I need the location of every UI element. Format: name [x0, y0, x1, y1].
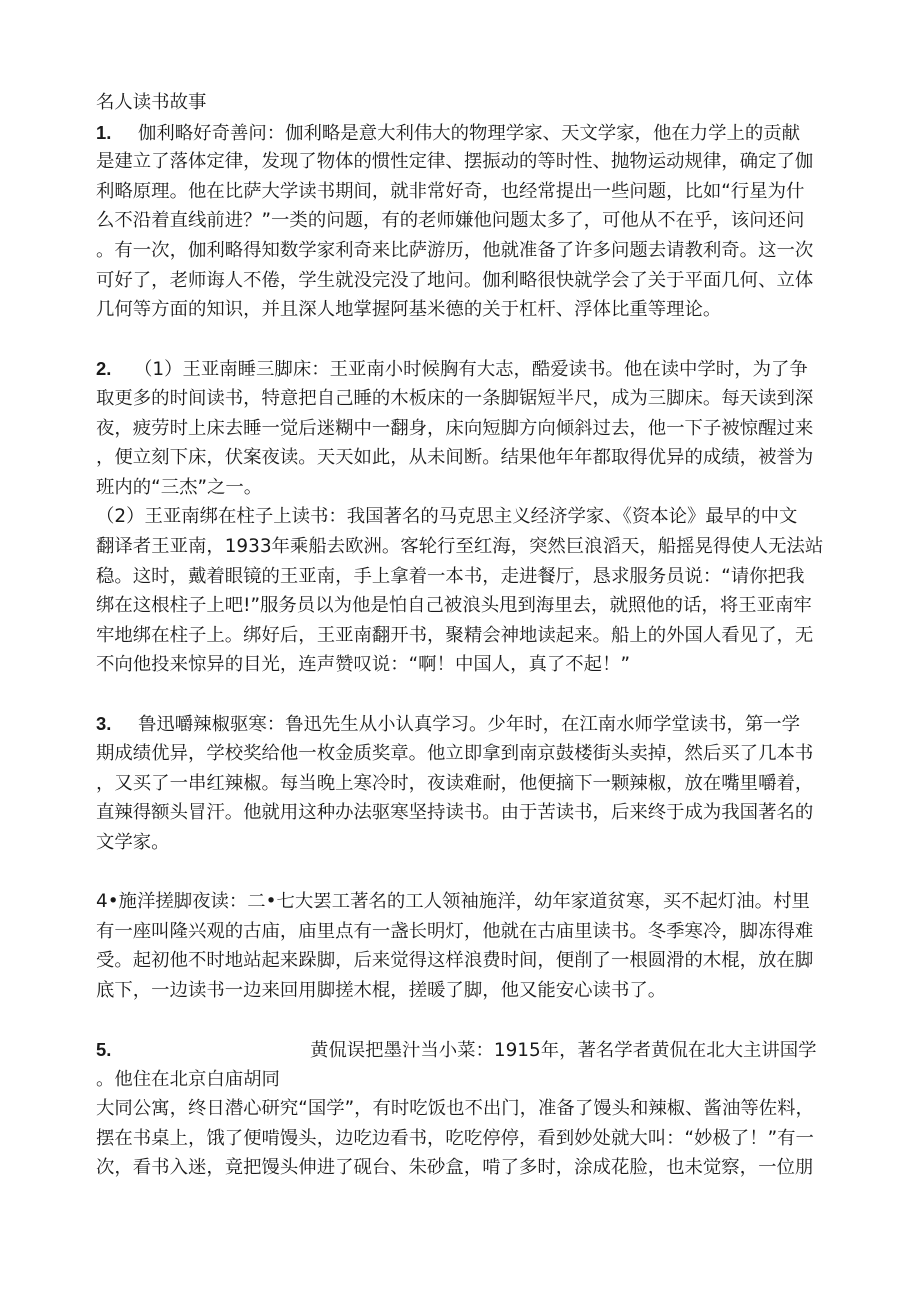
section-3-number: 3.	[96, 713, 112, 735]
paragraph-gap	[96, 1005, 844, 1035]
section-2-line-4: ，便立刻下床，伏案夜读。天天如此，从未间断。结果他年年都取得优异的成绩，被誉为	[96, 447, 814, 469]
section-2-text-1: （1）王亚南睡三脚床：王亚南小时候胸有大志，酷爱读书。他在读中学时，为了争	[134, 359, 808, 381]
section-5-number: 5.	[96, 1039, 112, 1060]
section-5-text-1: 黄侃误把墨汁当小菜：1915年，著名学者黄侃在北大主讲国学	[310, 1040, 817, 1061]
section-3-line-2: 期成绩优异，学校奖给他一枚金质奖章。他立即拿到南京鼓楼街头卖掉，然后买了几本书	[96, 743, 814, 765]
section-2-line-6: （2）王亚南绑在柱子上读书：我国著名的马克思主义经济学家、《资本论》最早的中文	[96, 506, 798, 528]
paragraph-gap	[96, 680, 844, 710]
section-2-number: 2.	[96, 358, 112, 380]
paragraph-gap	[96, 857, 844, 887]
section-2-line-10: 牢地绑在柱子上。绑好后，王亚南翻开书，聚精会神地读起来。船上的外国人看见了，无	[96, 624, 814, 646]
section-1-text-1: 伽利略好奇善问：伽利略是意大利伟大的物理学家、天文学家，他在力学上的贡献	[138, 122, 801, 144]
section-2-line-5: 班内的“三杰”之一。	[96, 476, 263, 498]
section-1-line-5: 。有一次，伽利略得知数学家利奇来比萨游历，他就准备了许多问题去请教利奇。这一次	[96, 239, 814, 261]
section-5-line-4: 摆在书桌上，饿了便啃馒头，边吃边看书，吃吃停停，看到妙处就大叫：“妙极了！”有一	[96, 1127, 814, 1149]
section-2-line-3: 夜，疲劳时上床去睡一觉后迷糊中一翻身，床向短脚方向倾斜过去，他一下子被惊醒过来	[96, 417, 814, 439]
section-5-line-1	[96, 1035, 844, 1065]
section-1-line-2: 是建立了落体定律，发现了物体的惯性定律、摆振动的等时性、抛物运动规律，确定了伽	[96, 151, 814, 173]
section-2-line-8: 稳。这时，戴着眼镜的王亚南，手上拿着一本书，走进餐厅，恳求服务员说：“请你把我	[96, 565, 805, 587]
section-2-line-9: 绑在这根柱子上吧!”服务员以为他是怕自己被浪头甩到海里去，就照他的话，将王亚南牢	[96, 595, 812, 617]
section-3-line-3: ，又买了一串红辣椒。每当晚上寒冷时，夜读难耐，他便摘下一颗辣椒，放在嘴里嚼着，	[96, 772, 814, 794]
section-2-line-11: 不向他投来惊异的目光，连声赞叹说：“啊！中国人，真了不起！”	[96, 654, 630, 676]
section-1-line-7: 几何等方面的知识，并且深人地掌握阿基米德的关于杠杆、浮体比重等理论。	[96, 299, 722, 321]
section-4-line-1: 4•施洋搓脚夜读：二•七大罢工著名的工人领袖施洋，幼年家道贫寒，买不起灯油。村里	[96, 891, 810, 913]
section-3-line-1	[96, 709, 844, 739]
section-3-line-5: 文学家。	[96, 831, 170, 853]
section-1-line-6: 可好了，老师诲人不倦，学生就没完没了地问。伽利略很快就学会了关于平面几何、立体	[96, 269, 814, 291]
section-1-line-3: 利略原理。他在比萨大学读书期间，就非常好奇，也经常提出一些问题，比如“行星为什	[96, 180, 805, 202]
section-5-line-3: 大同公寓，终日潜心研究“国学”，有时吃饭也不出门，准备了馒头和辣椒、酱油等佐料，	[96, 1098, 814, 1120]
section-2-line-7: 翻译者王亚南，1933年乘船去欧洲。客轮行至红海，突然巨浪滔天，船摇晃得使人无法站	[96, 535, 824, 557]
document-page	[96, 88, 844, 1183]
section-4-line-4: 底下，一边读书一边来回用脚搓木棍，搓暖了脚，他又能安心读书了。	[96, 979, 667, 1001]
section-1-line-1	[96, 118, 844, 148]
section-1-line-4: 么不沿着直线前进？”一类的问题，有的老师嫌他问题太多了，可他从不在乎，该问还问	[96, 210, 805, 232]
section-2-line-1	[96, 354, 844, 384]
section-2-line-2: 取更多的时间读书，特意把自己睡的木板床的一条脚锯短半尺，成为三脚床。每天读到深	[96, 387, 814, 409]
section-3-line-4: 直辣得额头冒汗。他就用这种办法驱寒坚持读书。由于苦读书，后来终于成为我国著名的	[96, 802, 814, 824]
section-3-text-1: 鲁迅嚼辣椒驱寒：鲁迅先生从小认真学习。少年时，在江南水师学堂读书，第一学	[138, 714, 801, 736]
section-5-line-2: 。他住在北京白庙胡同	[96, 1068, 280, 1090]
section-4-line-2: 有一座叫隆兴观的古庙，庙里点有一盏长明灯，他就在古庙里读书。冬季寒冷，脚冻得难	[96, 920, 814, 942]
document-title: 名人读书故事	[96, 92, 207, 113]
section-1-number: 1.	[96, 121, 112, 143]
section-5-line-5: 次，看书入迷，竟把馒头伸进了砚台、朱砂盒，啃了多时，涂成花脸，也未觉察，一位朋	[96, 1157, 814, 1179]
paragraph-gap	[96, 325, 844, 355]
section-4-line-3: 受。起初他不时地站起来跺脚，后来觉得这样浪费时间，便削了一根圆滑的木棍，放在脚	[96, 950, 814, 972]
